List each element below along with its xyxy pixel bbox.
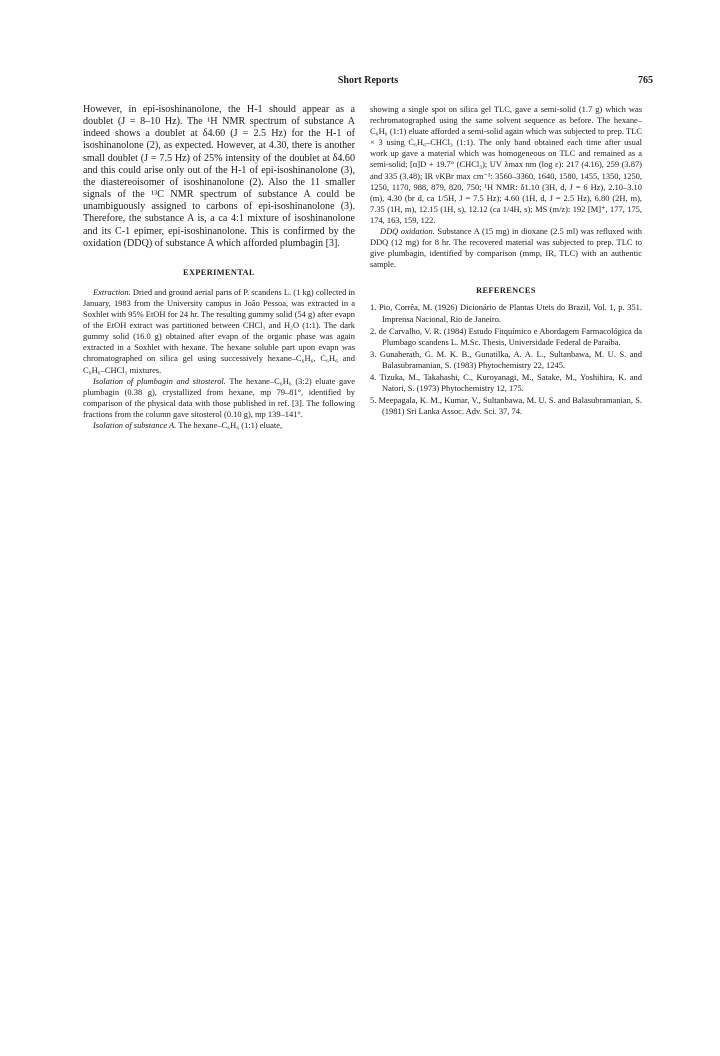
discussion-paragraph: However, in epi-isoshinanolone, the H-1 should appear as a doublet (J = 8–10 Hz). The ¹H NMR spectrum of substance A indeed shows a doublet at δ4.60 (J = 2.5 Hz) for the H-1 of isoshinanolone (2), as expected. However, at 4.30, there is another small doublet (J = 7.5 Hz) of 25% intensity of the doublet at δ4.60 and this could arise only out of the H-1 of epi-isoshinanolone (3), the diastereoisomer of isoshinanolone (2). Also the 11 smaller signals of the ¹³C NMR spectrum of substance A could be unambiguously assigned to carbons of epi-isoshinanolone (3). Therefore, the substance A is, a ca 4:1 mixture of isoshinanolone and its C-1 epimer, epi-isoshinanolone. This is confirmed by the oxidation (DDQ) of substance A which afforded plumbagin [3]. <box>83 104 355 249</box>
reference-item: 1. Pio, Corrêa, M. (1926) Dicionário de Plantas Uteis do Brazil, Vol. 1, p. 351. Imprensa Nacional, Rio de Janeiro. <box>370 302 642 324</box>
journal-section-title: Short Reports <box>337 75 399 86</box>
substance-a-text: The hexane–C₆H₆ (1:1) eluate, <box>178 420 283 430</box>
extraction-paragraph <box>83 287 355 376</box>
plumbagin-subheading: Isolation of plumbagin and sitosterol. <box>93 375 226 386</box>
extraction-subheading: Extraction. <box>93 286 131 297</box>
ddq-subheading: DDQ oxidation. <box>380 226 435 237</box>
substance-a-paragraph <box>83 420 355 431</box>
substance-a-subheading: Isolation of substance A. <box>93 420 177 430</box>
right-column <box>370 104 642 418</box>
left-column <box>83 104 355 431</box>
page-number: 765 <box>638 75 653 86</box>
reference-item: 5. Meepagala, K. M., Kumar, V., Sultanbawa, M. U. S. and Balasubramanian, S. (1981) Sri Lanka Assoc. Adv. Sci. 37, 74. <box>370 395 642 417</box>
plumbagin-paragraph <box>83 376 355 420</box>
extraction-text: Dried and ground aerial parts of P. scandens L. (1 kg) collected in January, 1983 from the University campus in João Pessoa, was extracted in a Soxhlet with 95% EtOH for 24 hr. The resulting gummy solid (54 g) after evapn of the EtOH extract was partitioned between CHCl₃ and H₂O (1:1). The dark gummy solid (16.0 g) obtained after evapn of the organic phase was again extracted in a Soxhlet with hexane. The hexane soluble part upon evapn was chromatographed on silica gel using successively hexane–C₆H₆, C₆H₆ and C₆H₆–CHCl₃ mixtures. <box>83 286 355 375</box>
reference-item: 4. Tizuka, M., Takahashi, C., Kuroyanagi, M., Satake, M., Yoshihira, K. and Natori, S. (1973) Phytochemistry 12, 175. <box>370 371 642 394</box>
substance-a-continuation: showing a single spot on silica gel TLC, gave a semi-solid (1.7 g) which was rechromatographed using the same solvent sequence as before. The hexane–C₆H₆ (1:1) eluate afforded a semi-solid again which was subjected to prep. TLC × 3 using C₆H₆–CHCl₃ (1:1). The only band obtained each time after usual work up gave a material which was homogeneous on TLC and remained as a semi-solid; [α]D + 19.7° (CHCl₃); UV λmax nm (log ε): 217 (4.16), 259 (3.87) and 335 (3.48); IR νKBr max cm⁻¹: 3560–3360, 1640, 1580, 1455, 1350, 1250, 1250, 1170, 988, 879, 820, 750; ¹H NMR: δ1.10 (3H, d, J = 6 Hz), 2.10–3.10 (m), 4.30 (br d, ca 1/5H, J = 7.5 Hz); 4.60 (1H, d, J = 2.5 Hz), 6.80 (2H, m), 7.35 (1H, m), 12.15 (1H, s), 12.12 (ca 1/4H, s); MS (m/z): 192 [M]⁺, 177, 175, 174, 163, 159, 122. <box>370 104 642 225</box>
running-header <box>83 75 653 89</box>
ddq-paragraph <box>370 226 642 270</box>
reference-list <box>370 302 642 417</box>
references-heading: REFERENCES <box>476 286 536 296</box>
reference-item: 3. Gunaherath, G. M. K. B., Gunatilka, A. A. L., Sultanbawa, M. U. S. and Balasubramanian, S. (1983) Phytochemistry 22, 1245. <box>370 348 642 370</box>
ddq-text: Substance A (15 mg) in dioxane (2.5 ml) was refluxed with DDQ (12 mg) for 8 hr. The recovered material was subjected to prep. TLC to give plumbagin, identified by comparison (mmp, IR, TLC) with an authentic sample. <box>370 226 642 270</box>
reference-item: 2. de Carvalho, V. R. (1984) Estudo Fitquímico e Abordagem Farmacológica da Plumbago scandens L. M.Sc. Thesis, Universidade Federal de Paraíba. <box>370 325 642 347</box>
experimental-heading: EXPERIMENTAL <box>183 267 255 277</box>
plumbagin-text: The hexane–C₆H₆ (3:2) eluate gave plumbagin (0.38 g), crystallized from hexane, mp 79–81°, identified by comparison of the physical data with those published in ref. [3]. The following fractions from the column gave sitosterol (0.10 g), mp 139–141°. <box>83 375 355 419</box>
